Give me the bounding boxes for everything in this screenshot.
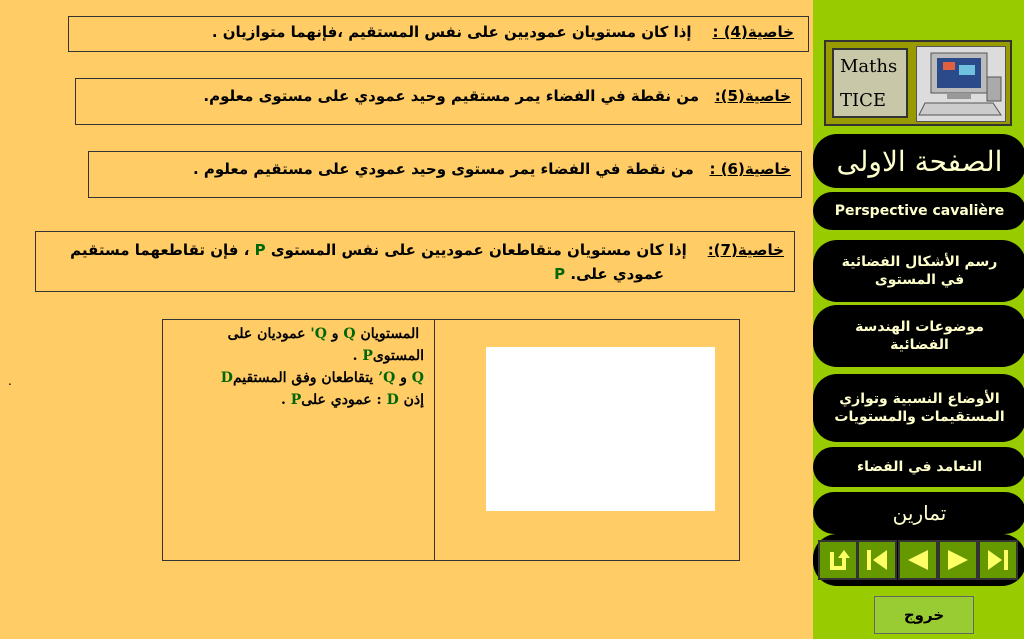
example-table <box>162 319 740 561</box>
nav-topics-button[interactable]: موضوعات الهندسة الفضائية <box>813 305 1024 367</box>
nav-exercises-button[interactable]: تمارين <box>813 492 1024 534</box>
last-icon <box>980 542 1016 578</box>
next-icon <box>940 542 976 578</box>
property-7-plane-2: P <box>554 265 566 283</box>
property-4-label: خاصية(4) : <box>712 23 794 41</box>
property-7-text-a: إذا كان مستويان متقاطعان عموديين على نفس المستوى <box>270 241 687 259</box>
nav-positions-button[interactable]: الأوضاع النسبية وتوازي المستقيمات والمستويات <box>813 374 1024 442</box>
nav-home-button[interactable]: الصفحة الاولى <box>813 134 1024 188</box>
example-line-4: إذن D : عمودي علىP . <box>280 392 424 408</box>
property-4-text: إذا كان مستويان عموديين على نفس المستقيم ،فإنهما متوازيان . <box>211 23 692 41</box>
property-6-text: من نقطة في الفضاء يمر مستوى وحيد عمودي على مستقيم معلوم . <box>192 160 694 178</box>
return-button[interactable] <box>818 540 858 580</box>
stray-dot: . <box>8 374 12 388</box>
example-line-1: المستويان Q و Q' عموديان على <box>227 326 420 342</box>
property-7-label: خاصية(7): <box>707 241 784 259</box>
property-7-plane: P <box>254 241 266 259</box>
computer-icon <box>916 46 1006 122</box>
property-7 <box>35 231 795 292</box>
example-text-cell <box>163 320 435 560</box>
property-5 <box>75 78 802 125</box>
property-7-text-c: عمودي على. <box>570 265 664 283</box>
previous-slide-button[interactable] <box>898 540 938 580</box>
first-icon <box>859 542 895 578</box>
property-4 <box>68 16 809 52</box>
next-slide-button[interactable] <box>938 540 978 580</box>
exit-button[interactable]: خروج <box>874 596 974 634</box>
return-icon <box>820 542 856 578</box>
property-5-text: من نقطة في الفضاء يمر مستقيم وحيد عمودي على مستوى معلوم. <box>203 87 700 105</box>
first-slide-button[interactable] <box>857 540 897 580</box>
nav-drawing-button[interactable]: رسم الأشكال الفضائية في المستوى <box>813 240 1024 302</box>
previous-icon <box>900 542 936 578</box>
property-5-label: خاصية(5): <box>714 87 791 105</box>
logo-text: Maths TICE <box>832 48 908 118</box>
nav-perspective-button[interactable]: Perspective cavalière <box>813 192 1024 230</box>
last-slide-button[interactable] <box>978 540 1018 580</box>
nav-orthogonality-button[interactable]: التعامد في الفضاء <box>813 447 1024 487</box>
property-7-text-b: ، فإن تقاطعهما مستقيم <box>70 241 250 259</box>
example-line-2: المستوىP . <box>352 348 424 364</box>
example-line-3: Q و Q’ يتقاطعان وفق المستقيمD <box>220 370 424 386</box>
maths-tice-logo <box>824 40 1012 126</box>
property-6-label: خاصية(6) : <box>709 160 791 178</box>
property-6 <box>88 151 802 198</box>
example-figure <box>486 347 715 511</box>
